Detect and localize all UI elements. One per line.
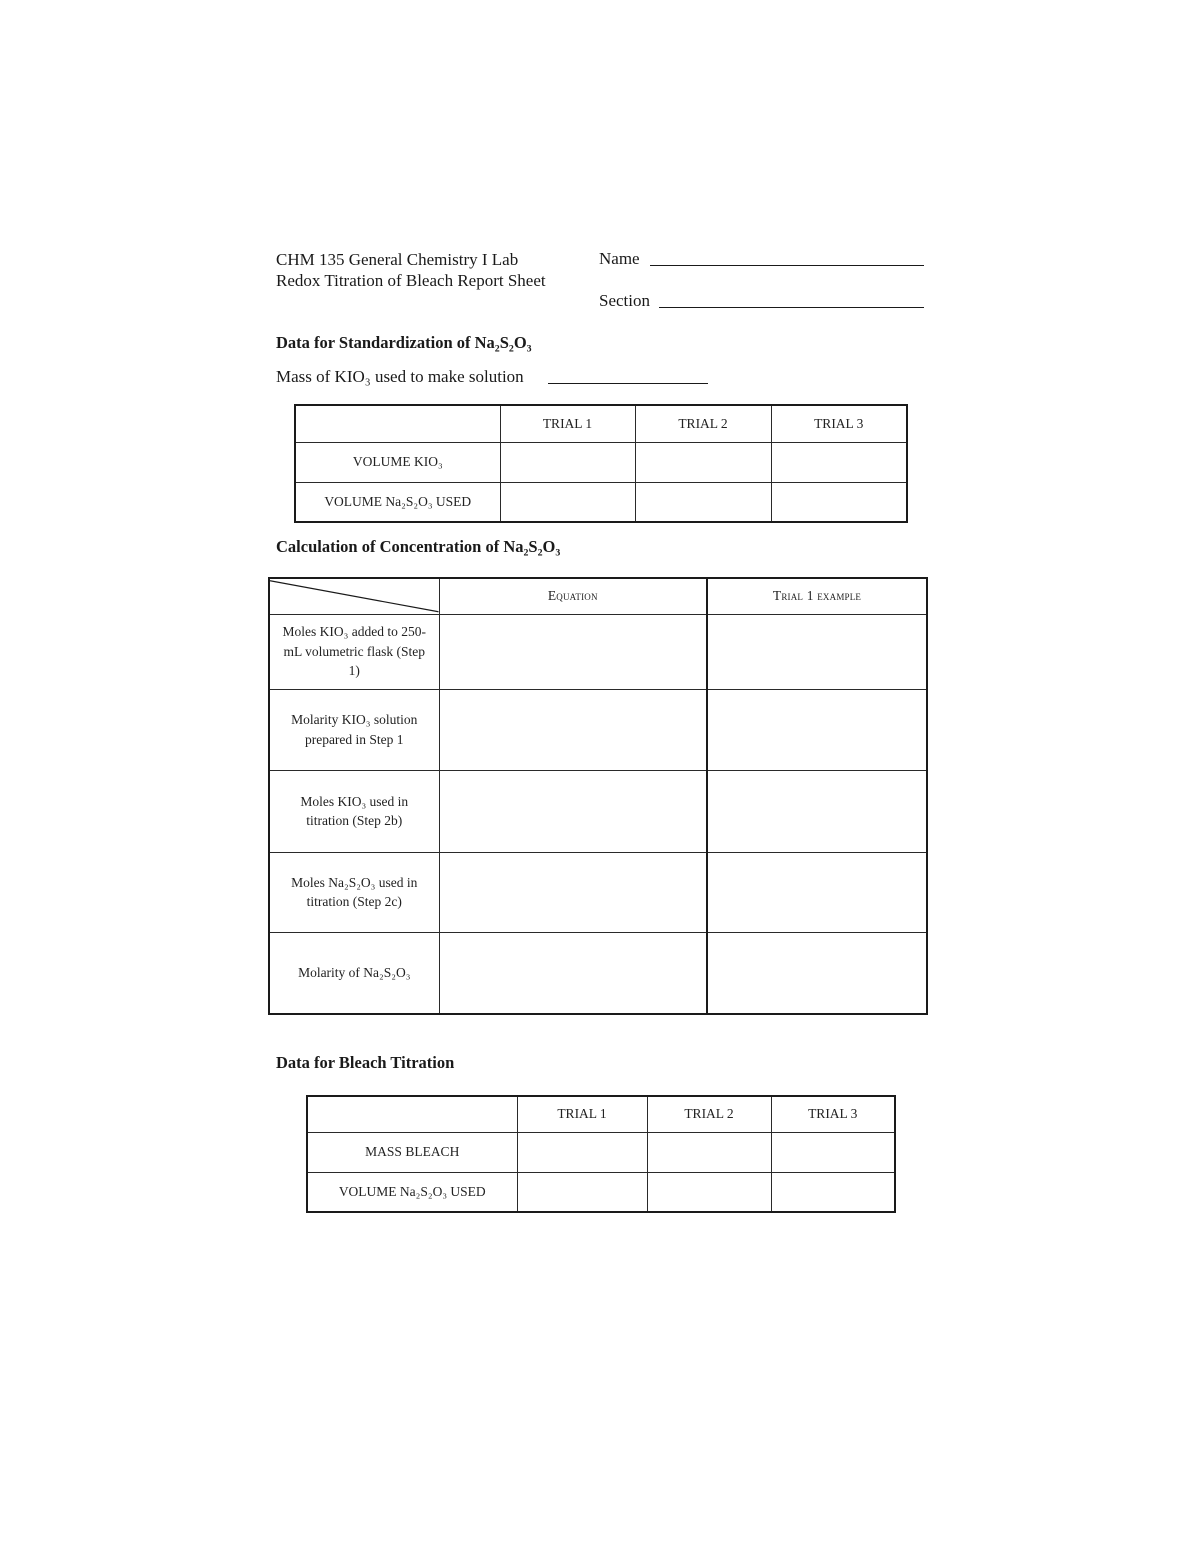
- table-header-row: [295, 405, 907, 442]
- section-label: Section: [599, 291, 650, 310]
- row-label: VOLUME Na₂S₂O₃ USED: [307, 1172, 517, 1212]
- row-label: Moles KIO₃ added to 250-mL volumetric flask (Step 1): [269, 614, 439, 689]
- column-header: TRIAL 3: [771, 1096, 895, 1132]
- mass-kio3-field[interactable]: [548, 383, 708, 384]
- blank-header-cell: [307, 1096, 517, 1132]
- calculation-table: [268, 577, 928, 1015]
- table-row: [269, 689, 927, 770]
- row-label: Moles KIO₃ used in titration (Step 2b): [269, 770, 439, 852]
- standardization-table: [294, 404, 908, 523]
- example-cell[interactable]: [707, 689, 927, 770]
- data-cell[interactable]: [517, 1132, 647, 1172]
- equation-cell[interactable]: [439, 770, 707, 852]
- table-row: [269, 614, 927, 689]
- equation-cell[interactable]: [439, 689, 707, 770]
- diagonal-header-cell: [269, 578, 439, 614]
- table-row: [295, 482, 907, 522]
- row-label: Molarity KIO₃ solution prepared in Step 1: [269, 689, 439, 770]
- data-cell[interactable]: [500, 482, 635, 522]
- table-row: [295, 442, 907, 482]
- row-label: Molarity of Na₂S₂O₃: [269, 932, 439, 1014]
- example-cell[interactable]: [707, 852, 927, 932]
- column-header: TRIAL 2: [635, 405, 771, 442]
- table-row: [269, 932, 927, 1014]
- data-cell[interactable]: [647, 1172, 771, 1212]
- example-cell[interactable]: [707, 770, 927, 852]
- standardization-heading: Data for Standardization of Na₂S₂O₃: [276, 333, 532, 352]
- equation-cell[interactable]: [439, 932, 707, 1014]
- table-row: [307, 1172, 895, 1212]
- equation-cell[interactable]: [439, 852, 707, 932]
- row-label: MASS BLEACH: [307, 1132, 517, 1172]
- data-cell[interactable]: [635, 482, 771, 522]
- section-field[interactable]: [659, 307, 924, 308]
- column-header: TRIAL 2: [647, 1096, 771, 1132]
- data-cell[interactable]: [771, 442, 907, 482]
- data-cell[interactable]: [647, 1132, 771, 1172]
- course-title: CHM 135 General Chemistry I Lab: [276, 250, 519, 269]
- column-header: TRIAL 1: [517, 1096, 647, 1132]
- column-header-equation: Equation: [439, 578, 707, 614]
- name-field[interactable]: [650, 265, 924, 266]
- row-label: VOLUME KIO₃: [295, 442, 500, 482]
- example-cell[interactable]: [707, 932, 927, 1014]
- mass-kio3-label: Mass of KIO₃ used to make solution: [276, 367, 524, 386]
- name-label: Name: [599, 249, 640, 268]
- table-row: [269, 852, 927, 932]
- data-cell[interactable]: [771, 1132, 895, 1172]
- data-cell[interactable]: [771, 482, 907, 522]
- bleach-heading: Data for Bleach Titration: [276, 1053, 455, 1072]
- column-header-example: Trial 1 example: [707, 578, 927, 614]
- data-cell[interactable]: [771, 1172, 895, 1212]
- data-cell[interactable]: [635, 442, 771, 482]
- column-header: TRIAL 1: [500, 405, 635, 442]
- data-cell[interactable]: [500, 442, 635, 482]
- table-row: [307, 1132, 895, 1172]
- bleach-table: [306, 1095, 896, 1213]
- column-header: TRIAL 3: [771, 405, 907, 442]
- data-cell[interactable]: [517, 1172, 647, 1212]
- table-row: [269, 770, 927, 852]
- table-header-row: [269, 578, 927, 614]
- blank-header-cell: [295, 405, 500, 442]
- calculation-heading: Calculation of Concentration of Na₂S₂O₃: [276, 537, 561, 556]
- diagonal-line: [270, 579, 439, 614]
- row-label: Moles Na₂S₂O₃ used in titration (Step 2c): [269, 852, 439, 932]
- table-header-row: [307, 1096, 895, 1132]
- equation-cell[interactable]: [439, 614, 707, 689]
- example-cell[interactable]: [707, 614, 927, 689]
- report-title: Redox Titration of Bleach Report Sheet: [276, 271, 546, 290]
- row-label: VOLUME Na₂S₂O₃ USED: [295, 482, 500, 522]
